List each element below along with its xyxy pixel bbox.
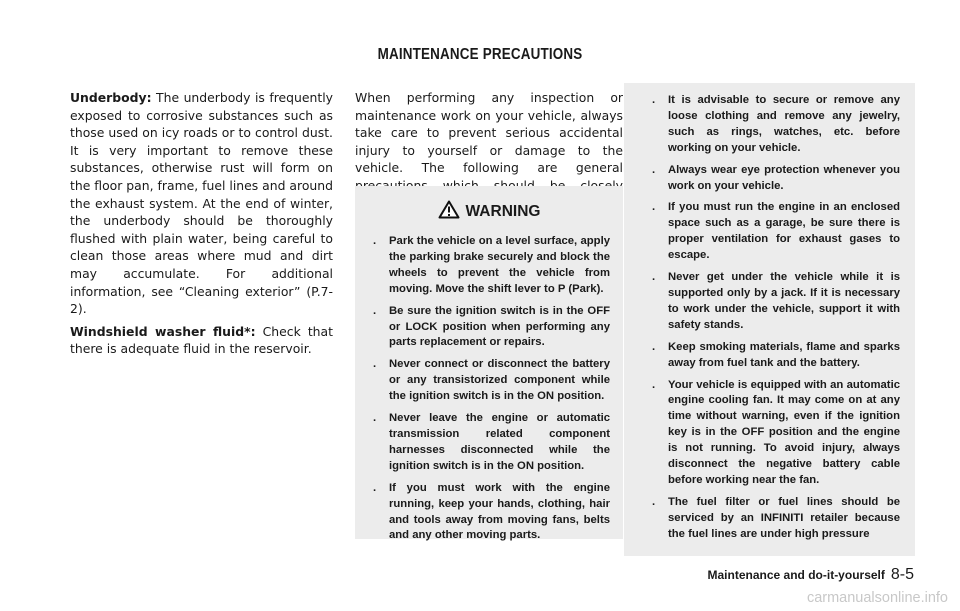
list-item: . The fuel filter or fuel lines should be serviced by an INFINITI retailer because the fuel lines are under high pressure bbox=[652, 495, 900, 540]
washer-fluid-text: Check that there is adequate fluid in the reservoir. bbox=[70, 323, 333, 357]
bullet: . bbox=[652, 495, 656, 508]
list-item: . Be sure the ignition switch is in the OFF or LOCK position when performing any parts replacement or repairs. bbox=[373, 304, 610, 349]
intro-paragraph: When performing any inspection or maintenance work on your vehicle, always take care to prevent serious accidental injury to yourself or damage to the vehicle. The following are general bbox=[355, 90, 623, 176]
bullet: . bbox=[373, 358, 377, 371]
section-title: MAINTENANCE PRECAUTIONS bbox=[377, 46, 583, 63]
bullet: . bbox=[373, 235, 377, 247]
list-item: . Never connect or disconnect the battery or any transistorized component while the ignition switch is in the ON position. bbox=[373, 358, 610, 403]
underbody-paragraph bbox=[70, 89, 333, 318]
warning-header bbox=[355, 200, 623, 221]
right-column-panel bbox=[624, 83, 915, 556]
warning-triangle-icon bbox=[438, 200, 460, 219]
bullet: . bbox=[373, 481, 377, 494]
chapter-title: Maintenance and do-it-yourself bbox=[707, 568, 885, 582]
list-item: . It is advisable to secure or remove any loose clothing and remove any jewelry, such as rings, watches, etc. before working on your vehicle. bbox=[652, 94, 900, 154]
left-column bbox=[70, 89, 333, 363]
list-item: . Your vehicle is equipped with an automatic engine cooling fan. It may come on at any time without warning, even if the ignition key is in the OFF position and the engine is not running. To avoid injury, always disconnect the negative battery cable before working near the fan. bbox=[652, 378, 900, 486]
bullet: . bbox=[652, 94, 656, 106]
warning-heading: WARNING bbox=[465, 203, 541, 220]
page-footer bbox=[708, 566, 914, 584]
underbody-term: Underbody: bbox=[70, 90, 152, 105]
bullet: . bbox=[652, 340, 656, 353]
list-item: . If you must work with the engine running, keep your hands, clothing, hair and tools away from moving fans, belts and any other moving parts. bbox=[373, 481, 610, 542]
watermark: carmanualsonline.info bbox=[806, 590, 948, 606]
list-item: . Keep smoking materials, flame and sparks away from fuel tank and the battery. bbox=[652, 340, 900, 369]
list-item: . Park the vehicle on a level surface, apply the parking brake securely and block the wheels to prevent the vehicle from moving. Move the shift lever to P (Park). bbox=[373, 235, 610, 295]
underbody-text: The underbody is frequently exposed to corrosive substances such as those used on icy roads or to control dust. It is very important to remove these substances, otherwise rust will form on the floor pan, frame, fuel lines and around the exhaust system. At the end of winter, the underbody should be thoroughly flushed with plain water, being careful to clean those areas where mud and dirt may accumulate. For additional information, see “Cleaning exterior” (P.7-2). bbox=[70, 90, 333, 317]
warning-box bbox=[355, 186, 623, 542]
page-number: 8-5 bbox=[890, 566, 914, 583]
bullet: . bbox=[652, 163, 656, 176]
bullet: . bbox=[652, 271, 656, 284]
bullet: . bbox=[652, 378, 656, 391]
washer-fluid-paragraph bbox=[70, 323, 333, 358]
washer-fluid-term: Windshield washer fluid*: bbox=[70, 323, 256, 339]
list-item: . Always wear eye protection whenever you work on your vehicle. bbox=[652, 163, 900, 192]
bullet: . bbox=[652, 201, 656, 214]
precaution-list bbox=[652, 93, 900, 549]
list-item: . Never get under the vehicle while it is supported only by a jack. If it is necessary to work under the vehicle, support it with safety stands. bbox=[652, 271, 900, 331]
list-item: . Never leave the engine or automatic transmission related component harnesses disconnected while the ignition switch is in the ON position. bbox=[373, 412, 610, 472]
bullet: . bbox=[373, 412, 377, 425]
bullet: . bbox=[373, 304, 377, 317]
warning-list bbox=[373, 234, 610, 550]
list-item: . If you must run the engine in an enclosed space such as a garage, be sure there is proper ventilation for exhaust gases to escape. bbox=[652, 201, 900, 262]
